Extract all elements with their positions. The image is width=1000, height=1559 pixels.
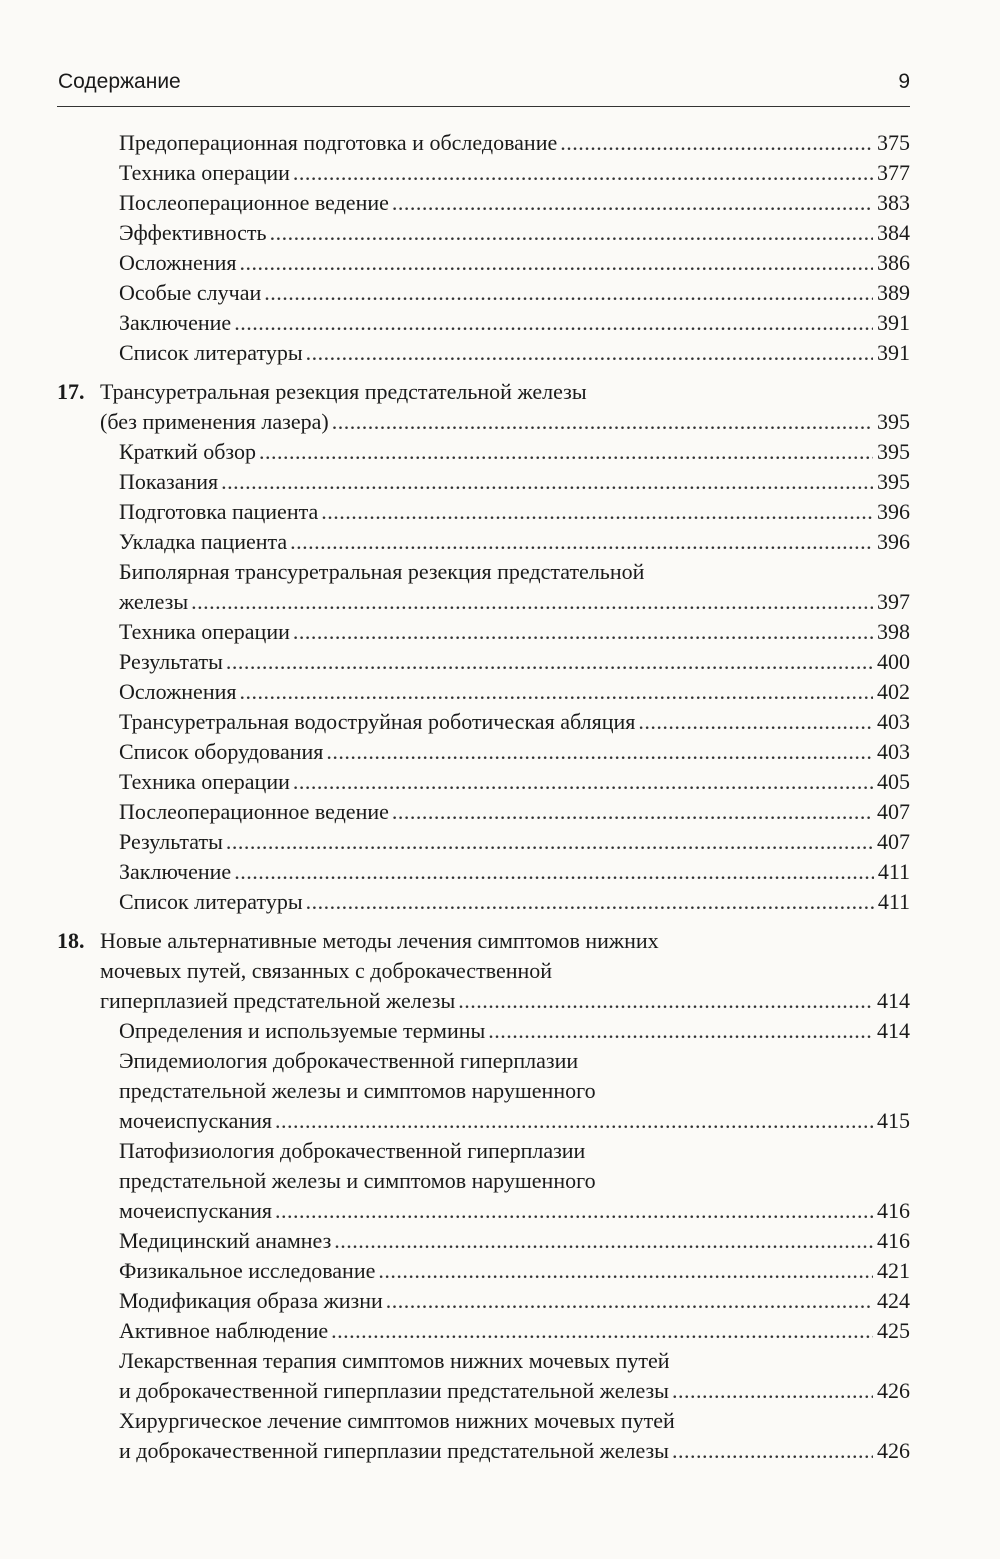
toc-entry[interactable] [57,437,910,467]
chapter-number: 18. [57,928,85,953]
entry-title-line: Физикальное исследование [119,1258,376,1283]
entry-title-line: Заключение [119,310,232,335]
entry-page-number: 416 [877,1228,910,1253]
entry-page-number: 421 [877,1258,910,1283]
entry-title-line: Медицинский анамнез [119,1228,332,1253]
toc-entry[interactable] [57,857,910,887]
page-number: 9 [898,70,910,93]
toc-entry[interactable] [57,1016,910,1046]
entry-page-number: 396 [877,529,910,554]
entry-page-number: 411 [877,859,910,884]
dot-leader [234,857,874,887]
dot-leader [226,647,873,677]
dot-leader [293,158,873,188]
dot-leader [458,986,873,1016]
toc-entry[interactable] [57,647,910,677]
toc-entry[interactable] [57,1286,910,1316]
entry-title-line: Биполярная трансуретральная резекция предстательной [119,559,645,584]
toc-entry[interactable] [57,1316,910,1346]
dot-leader [306,338,873,368]
toc-entry[interactable] [57,278,910,308]
entry-page-number: 403 [877,739,910,764]
entry-page-number: 383 [877,190,910,215]
dot-leader [321,497,873,527]
dot-leader [293,767,873,797]
toc-entry[interactable] [57,497,910,527]
entry-page-number: 395 [877,409,910,434]
toc-entry[interactable] [57,707,910,737]
dot-leader [275,1106,873,1136]
entry-page-number: 397 [877,589,910,614]
entry-title-line: Техника операции [119,160,290,185]
dot-leader [488,1016,873,1046]
running-title: Содержание [58,70,181,93]
entry-title-line: Краткий обзор [119,439,256,464]
entry-title-line: Осложнения [119,250,237,275]
chapter-title-line: Трансуретральная резекция предстательной железы [100,379,587,404]
toc-entry[interactable] [57,248,910,278]
toc-entry[interactable] [57,797,910,827]
entry-title-line: Предоперационная подготовка и обследование [119,130,558,155]
entry-title-line: Список литературы [119,340,303,365]
chapter-title-line: мочевых путей, связанных с доброкачественной [100,958,553,983]
entry-title-line: железы [119,589,189,614]
dot-leader [378,1256,873,1286]
entry-title-line: Эффективность [119,220,267,245]
entry-title-line: мочеиспускания [119,1108,273,1133]
entry-title-line: Осложнения [119,679,237,704]
entry-title-line: Укладка пациента [119,529,288,554]
entry-page-number: 414 [877,988,910,1013]
entry-page-number: 398 [877,619,910,644]
dot-leader [326,737,873,767]
entry-page-number: 411 [877,889,910,914]
chapter-number: 17. [57,379,85,404]
entry-title-line: Модификация образа жизни [119,1288,383,1313]
entry-page-number: 424 [877,1288,910,1313]
toc-entry[interactable] [57,557,910,617]
entry-title-line: Трансуретральная водоструйная роботическая абляция [119,709,636,734]
toc-entry[interactable] [57,1256,910,1286]
chapter-title-line: Новые альтернативные методы лечения симптомов нижних [100,928,659,953]
entry-page-number: 396 [877,499,910,524]
entry-title-line: Подготовка пациента [119,499,319,524]
chapter-17 [57,377,910,917]
entry-page-number: 416 [877,1198,910,1223]
continued-section [57,128,910,368]
entry-title-line: предстательной железы и симптомов нарушенного [119,1078,596,1103]
toc-entry[interactable] [57,677,910,707]
entry-title-line: Показания [119,469,219,494]
entry-title-line: и доброкачественной гиперплазии предстательной железы [119,1438,669,1463]
toc-entry[interactable] [57,737,910,767]
dot-leader [306,887,874,917]
table-of-contents [57,128,910,1475]
entry-page-number: 377 [877,160,910,185]
entry-page-number: 407 [877,829,910,854]
entry-title-line: Техника операции [119,619,290,644]
dot-leader [226,827,873,857]
dot-leader [275,1196,873,1226]
dot-leader [290,527,873,557]
entry-page-number: 426 [877,1378,910,1403]
dot-leader [560,128,873,158]
chapter-title[interactable] [57,377,910,437]
dot-leader [332,407,873,437]
toc-entry[interactable] [57,308,910,338]
entry-page-number: 384 [877,220,910,245]
entry-page-number: 425 [877,1318,910,1343]
chapter-18 [57,926,910,1466]
dot-leader [386,1286,873,1316]
entry-title-line: мочеиспускания [119,1198,273,1223]
toc-entry[interactable] [57,767,910,797]
dot-leader [264,278,873,308]
entry-title-line: Эпидемиология доброкачественной гиперплазии [119,1048,579,1073]
entry-page-number: 407 [877,799,910,824]
entry-title-line: Послеоперационное ведение [119,799,389,824]
entry-title-line: Результаты [119,829,223,854]
entry-title-line: Результаты [119,649,223,674]
dot-leader [293,617,873,647]
chapter-title-line: (без применения лазера) [100,409,329,434]
entry-page-number: 402 [877,679,910,704]
toc-entry[interactable] [57,338,910,368]
dot-leader [270,218,873,248]
dot-leader [392,188,873,218]
entry-page-number: 389 [877,280,910,305]
toc-entry[interactable] [57,1346,910,1406]
entry-page-number: 395 [877,439,910,464]
toc-entry[interactable] [57,128,910,158]
chapter-title[interactable] [57,926,910,1016]
entry-title-line: Патофизиология доброкачественной гиперплазии [119,1138,586,1163]
entry-page-number: 375 [877,130,910,155]
dot-leader [672,1376,873,1406]
page-header [57,68,910,107]
toc-entry[interactable] [57,617,910,647]
entry-title-line: Хирургическое лечение симптомов нижних мочевых путей [119,1408,675,1433]
entry-page-number: 403 [877,709,910,734]
entry-page-number: 391 [877,340,910,365]
dot-leader [331,1316,873,1346]
toc-entry[interactable] [57,158,910,188]
entry-title-line: и доброкачественной гиперплазии предстательной железы [119,1378,669,1403]
entry-page-number: 386 [877,250,910,275]
toc-entry[interactable] [57,1406,910,1466]
entry-page-number: 414 [877,1018,910,1043]
entry-page-number: 405 [877,769,910,794]
entry-title-line: Определения и используемые термины [119,1018,486,1043]
entry-page-number: 415 [877,1108,910,1133]
entry-title-line: Список литературы [119,889,303,914]
dot-leader [392,797,873,827]
entry-page-number: 426 [877,1438,910,1463]
entry-title-line: Техника операции [119,769,290,794]
dot-leader [221,467,873,497]
entry-title-line: Особые случаи [119,280,262,305]
entry-title-line: Лекарственная терапия симптомов нижних мочевых путей [119,1348,670,1373]
dot-leader [191,587,873,617]
entry-page-number: 395 [877,469,910,494]
toc-entry[interactable] [57,887,910,917]
dot-leader [234,308,873,338]
toc-entry[interactable] [57,527,910,557]
chapter-title-line: гиперплазией предстательной железы [100,988,456,1013]
toc-entry[interactable] [57,218,910,248]
toc-entry[interactable] [57,1136,910,1226]
entry-title-line: Послеоперационное ведение [119,190,389,215]
dot-leader [240,677,874,707]
dot-leader [240,248,874,278]
entry-title-line: Заключение [119,859,232,884]
toc-entry[interactable] [57,827,910,857]
dot-leader [334,1226,873,1256]
toc-entry[interactable] [57,1046,910,1136]
dot-leader [259,437,873,467]
entry-page-number: 400 [877,649,910,674]
entry-title-line: Список оборудования [119,739,324,764]
toc-entry[interactable] [57,188,910,218]
toc-entry[interactable] [57,467,910,497]
toc-entry[interactable] [57,1226,910,1256]
entry-page-number: 391 [877,310,910,335]
dot-leader [672,1436,873,1466]
dot-leader [638,707,873,737]
entry-title-line: предстательной железы и симптомов нарушенного [119,1168,596,1193]
entry-title-line: Активное наблюдение [119,1318,329,1343]
